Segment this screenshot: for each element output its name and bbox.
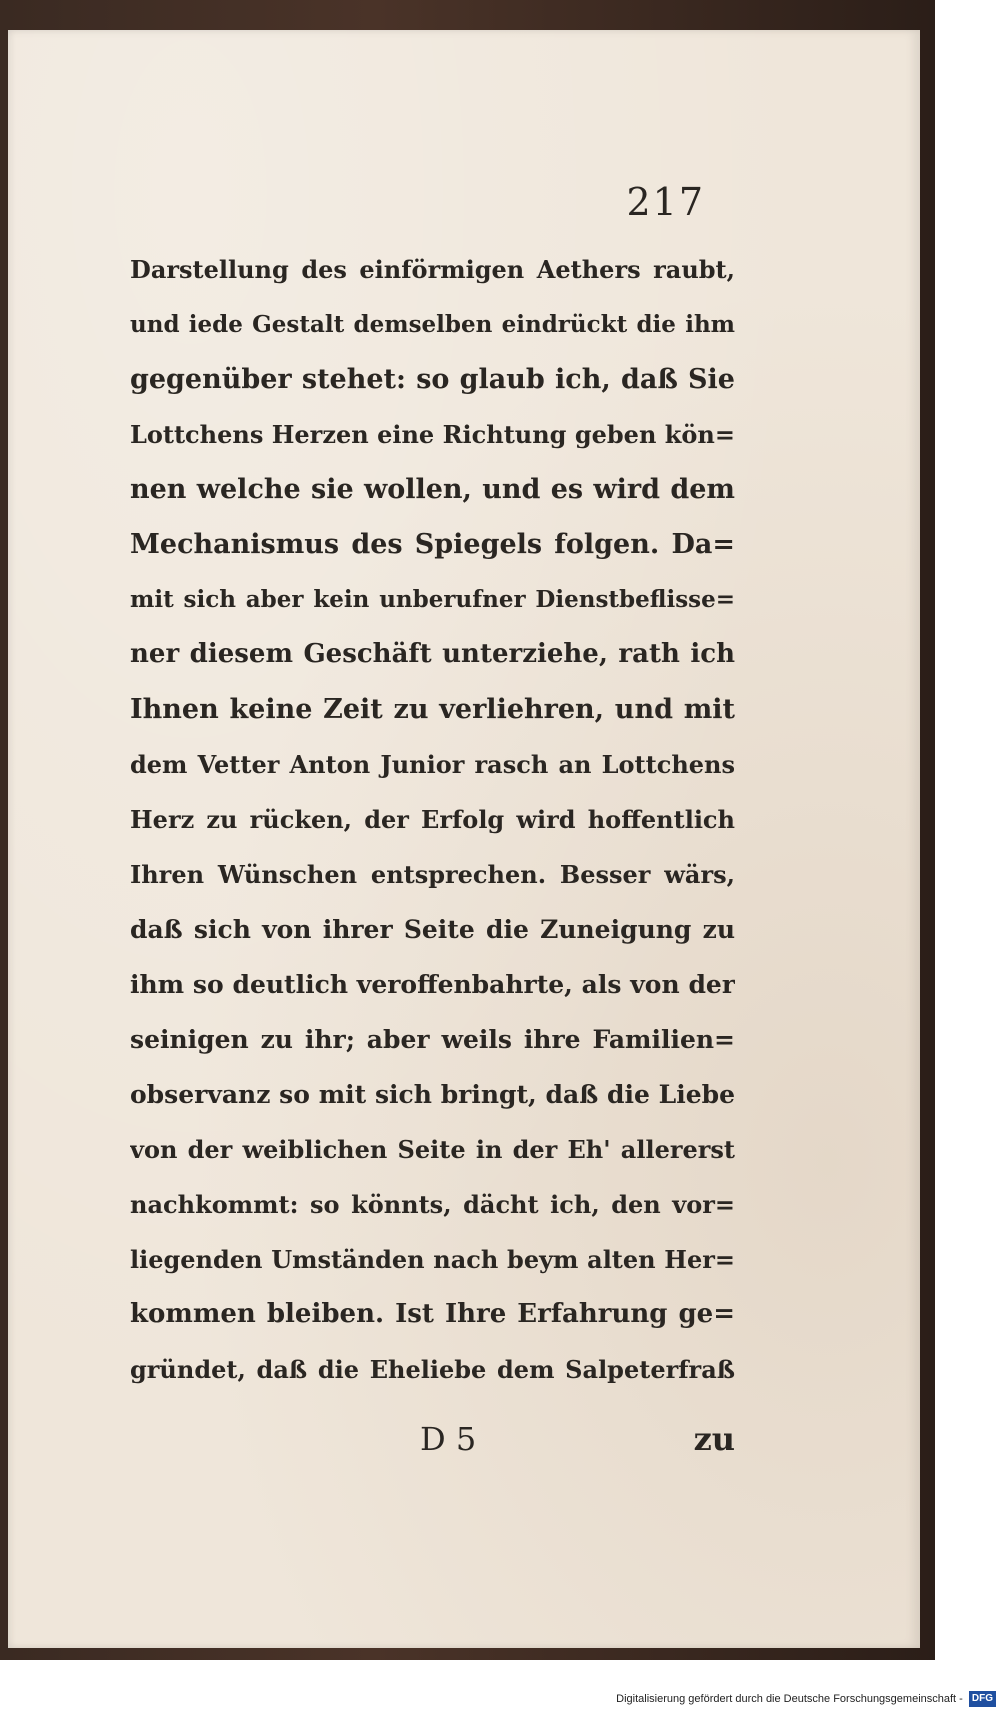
catchword: zu — [693, 1420, 735, 1458]
text-line: ner diesem Geschäft unterziehe, rath ich — [130, 639, 735, 669]
book-page — [8, 30, 920, 1648]
text-line: dem Vetter Anton Junior rasch an Lottchens — [130, 750, 735, 779]
text-line: daß sich von ihrer Seite die Zuneigung zu — [130, 915, 735, 944]
digitization-credit — [0, 1688, 1000, 1710]
page-number: 217 — [626, 180, 705, 224]
text-line: Ihnen keine Zeit zu verliehren, und mit — [130, 694, 735, 725]
text-line: kommen bleiben. Ist Ihre Erfahrung ge= — [130, 1299, 735, 1329]
text-line: von der weiblichen Seite in der Eh' allererst — [130, 1135, 735, 1164]
text-line: gegenüber stehet: so glaub ich, daß Sie — [130, 364, 735, 395]
text-line: mit sich aber kein unberufner Dienstbeflisse= — [130, 586, 735, 613]
page-footer — [130, 1420, 735, 1470]
text-line: Darstellung des einförmigen Aethers raubt, — [130, 255, 735, 284]
text-line: ihm so deutlich veroffenbahrte, als von der — [130, 970, 735, 999]
text-line: gründet, daß die Eheliebe dem Salpeterfraß — [130, 1355, 735, 1384]
text-line: observanz so mit sich bringt, daß die Liebe — [130, 1080, 735, 1109]
credit-text: Digitalisierung gefördert durch die Deutsche Forschungsgemeinschaft - — [616, 1693, 963, 1705]
text-line: Mechanismus des Spiegels folgen. Da= — [130, 529, 735, 560]
text-line: und iede Gestalt demselben eindrückt die ihm — [130, 311, 735, 338]
text-line: nen welche sie wollen, und es wird dem — [130, 474, 735, 505]
signature-mark: D 5 — [420, 1420, 477, 1458]
text-line: Ihren Wünschen entsprechen. Besser wärs, — [130, 860, 735, 889]
text-line: liegenden Umständen nach beym alten Her= — [130, 1245, 735, 1274]
text-line: seinigen zu ihr; aber weils ihre Familien= — [130, 1025, 735, 1054]
text-line: Lottchens Herzen eine Richtung geben kön= — [130, 420, 735, 449]
dfg-logo: DFG — [969, 1691, 996, 1707]
text-line: nachkommt: so könnts, dächt ich, den vor= — [130, 1190, 735, 1219]
body-text — [130, 242, 735, 1397]
text-line: Herz zu rücken, der Erfolg wird hoffentlich — [130, 805, 735, 834]
